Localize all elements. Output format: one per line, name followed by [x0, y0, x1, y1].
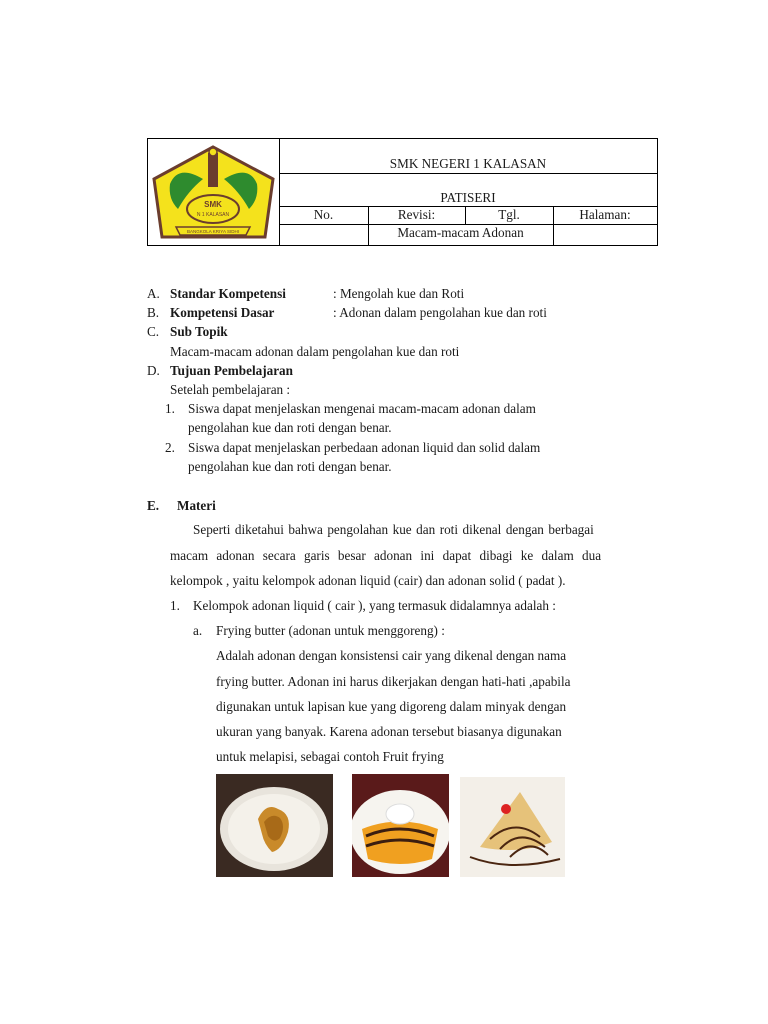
department-name: PATISERI — [440, 190, 496, 205]
section-c-text: Macam-macam adonan dalam pengolahan kue dan roti — [170, 344, 460, 359]
frying-butter-line3: digunakan untuk lapisan kue yang digoreng dalam minyak dengan — [216, 699, 567, 714]
section-b-letter: B. — [147, 305, 160, 320]
section-b-value: : Adonan dalam pengolahan kue dan roti — [333, 305, 547, 320]
objective-2-line1: Siswa dapat menjelaskan perbedaan adonan liquid dan solid dalam — [188, 440, 541, 455]
svg-text:SMK: SMK — [204, 200, 222, 209]
section-a-value: : Mengolah kue dan Roti — [333, 286, 465, 301]
header-col-halaman: Halaman: — [579, 207, 631, 222]
school-name: SMK NEGERI 1 KALASAN — [389, 156, 547, 171]
svg-text:BANGKOLA KRIYA SIDHI: BANGKOLA KRIYA SIDHI — [187, 229, 239, 234]
liquid-group-num: 1. — [170, 598, 180, 613]
liquid-group-text: Kelompok adonan liquid ( cair ), yang termasuk didalamnya adalah : — [193, 598, 556, 613]
fried-fruit-photo — [216, 774, 333, 877]
objective-2-num: 2. — [165, 440, 175, 455]
school-logo — [148, 139, 279, 245]
section-c-letter: C. — [147, 324, 160, 339]
materi-para-line3: kelompok , yaitu kelompok adonan liquid (cair) dan adonan solid ( padat ). — [170, 573, 566, 588]
header-table — [147, 138, 658, 246]
section-a-letter: A. — [147, 286, 160, 301]
header-col-revisi: Revisi: — [397, 207, 436, 222]
crepe-chocolate-photo — [460, 777, 565, 877]
section-e-label: Materi — [177, 498, 216, 513]
logo-cell — [148, 139, 280, 245]
materi-para-line1: Seperti diketahui bahwa pengolahan kue dan roti dikenal dengan berbagai — [193, 522, 594, 537]
section-c-label: Sub Topik — [170, 324, 228, 339]
header-col-tgl: Tgl. — [498, 207, 520, 222]
objective-1-line1: Siswa dapat menjelaskan mengenai macam-macam adonan dalam — [188, 401, 536, 416]
section-e-letter: E. — [147, 498, 160, 513]
header-col-no: No. — [313, 207, 334, 222]
topic-title: Macam-macam Adonan — [397, 225, 524, 240]
section-a-label: Standar Kompetensi — [170, 286, 286, 301]
frying-butter-line5: untuk melapisi, sebagai contoh Fruit frying — [216, 749, 444, 764]
frying-butter-line2: frying butter. Adonan ini harus dikerjakan dengan hati-hati ,apabila — [216, 674, 571, 689]
section-d-intro: Setelah pembelajaran : — [170, 382, 291, 397]
frying-butter-letter: a. — [193, 623, 203, 638]
frying-butter-line4: ukuran yang banyak. Karena adonan tersebut biasanya digunakan — [216, 724, 562, 739]
frying-butter-line1: Adalah adonan dengan konsistensi cair yang dikenal dengan nama — [216, 648, 567, 663]
svg-text:N 1 KALASAN: N 1 KALASAN — [196, 212, 230, 218]
section-b-label: Kompetensi Dasar — [170, 305, 275, 320]
frying-butter-title: Frying butter (adonan untuk menggoreng) : — [216, 623, 445, 638]
crepe-cream-photo — [352, 774, 449, 877]
section-d-letter: D. — [147, 363, 160, 378]
objective-2-line2: pengolahan kue dan roti dengan benar. — [188, 459, 392, 474]
materi-para-line2: macam adonan secara garis besar adonan ini dapat dibagi ke dalam dua — [170, 548, 602, 563]
section-d-label: Tujuan Pembelajaran — [170, 363, 293, 378]
objective-1-num: 1. — [165, 401, 175, 416]
objective-1-line2: pengolahan kue dan roti dengan benar. — [188, 420, 392, 435]
